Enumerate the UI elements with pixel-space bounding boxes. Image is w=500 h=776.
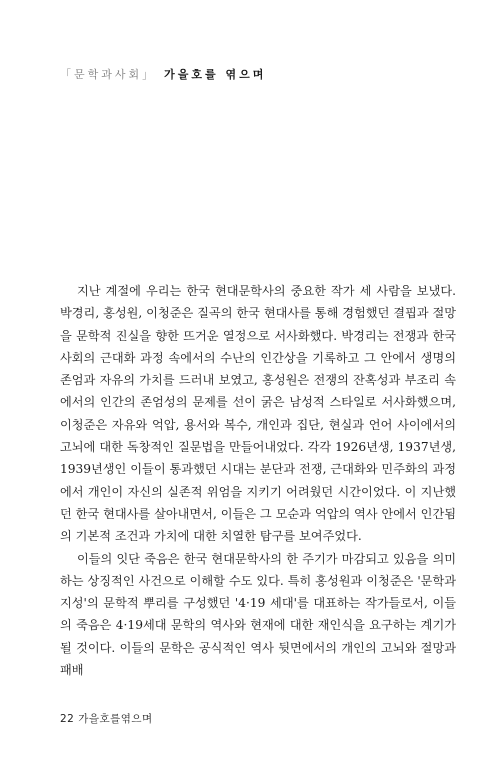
body-paragraph: 이들의 잇단 죽음은 한국 현대문학사의 한 주기가 마감되고 있음을 의미하는 상징적인 사건으로 이해할 수도 있다. 특히 홍성원과 이청준은 '문학과지성'의 문학적 뿌리를 구성했던 '4·19 세대'를 대표하는 작가들로서, 이들의 죽음은 4·19세대 문학의 역사와 현재에 대한 재인식을 요구하는 계기가 될 것이다. 이들의 문학은 공식적인 역사 뒷면에서의 개인의 고뇌와 절망과 패배 xyxy=(60,551,456,678)
body-paragraph: 지난 계절에 우리는 한국 현대문학사의 중요한 작가 세 사람을 보냈다. 박경리, 홍성원, 이청준은 질곡의 한국 현대사를 통해 경험했던 결핍과 절망을 문학적 진실을 향한 뜨거운 열정으로 서사화했다. 박경리는 전쟁과 한국사회의 근대화 과정 속에서의 수난의 인간상을 기록하고 그 안에서 생명의 존엄과 자유의 가치를 드러내 보였고, 홍성원은 전쟁의 잔혹성과 부조리 속에서의 인간의 존엄성의 문제를 선이 굵은 남성적 스타일로 서사화했으며, 이청준은 자유와 억압, 용서와 복수, 개인과 집단, 현실과 언어 사이에서의 고뇌에 대한 독창적인 질문법을 만들어내었다. 각각 1926년생, 1937년생, 1939년생인 이들이 통과했던 시대는 분단과 전쟁, 근대화와 민주화의 과정에서 개인이 자신의 실존적 위엄을 지키기 어려웠던 시간이었다. 이 지난했던 한국 현대사를 살아내면서, 이들은 그 모순과 억압의 역사 안에서 인간됨의 기본적 조건과 가치에 대한 치열한 탐구를 보여주었다. xyxy=(60,284,456,544)
section-title: 가을호를 엮으며 xyxy=(164,68,267,81)
journal-name: 「문학과사회」 xyxy=(60,68,157,81)
body-text xyxy=(60,280,456,681)
page-footer: 22 가을호를엮으며 xyxy=(60,713,153,725)
running-header xyxy=(60,66,266,82)
